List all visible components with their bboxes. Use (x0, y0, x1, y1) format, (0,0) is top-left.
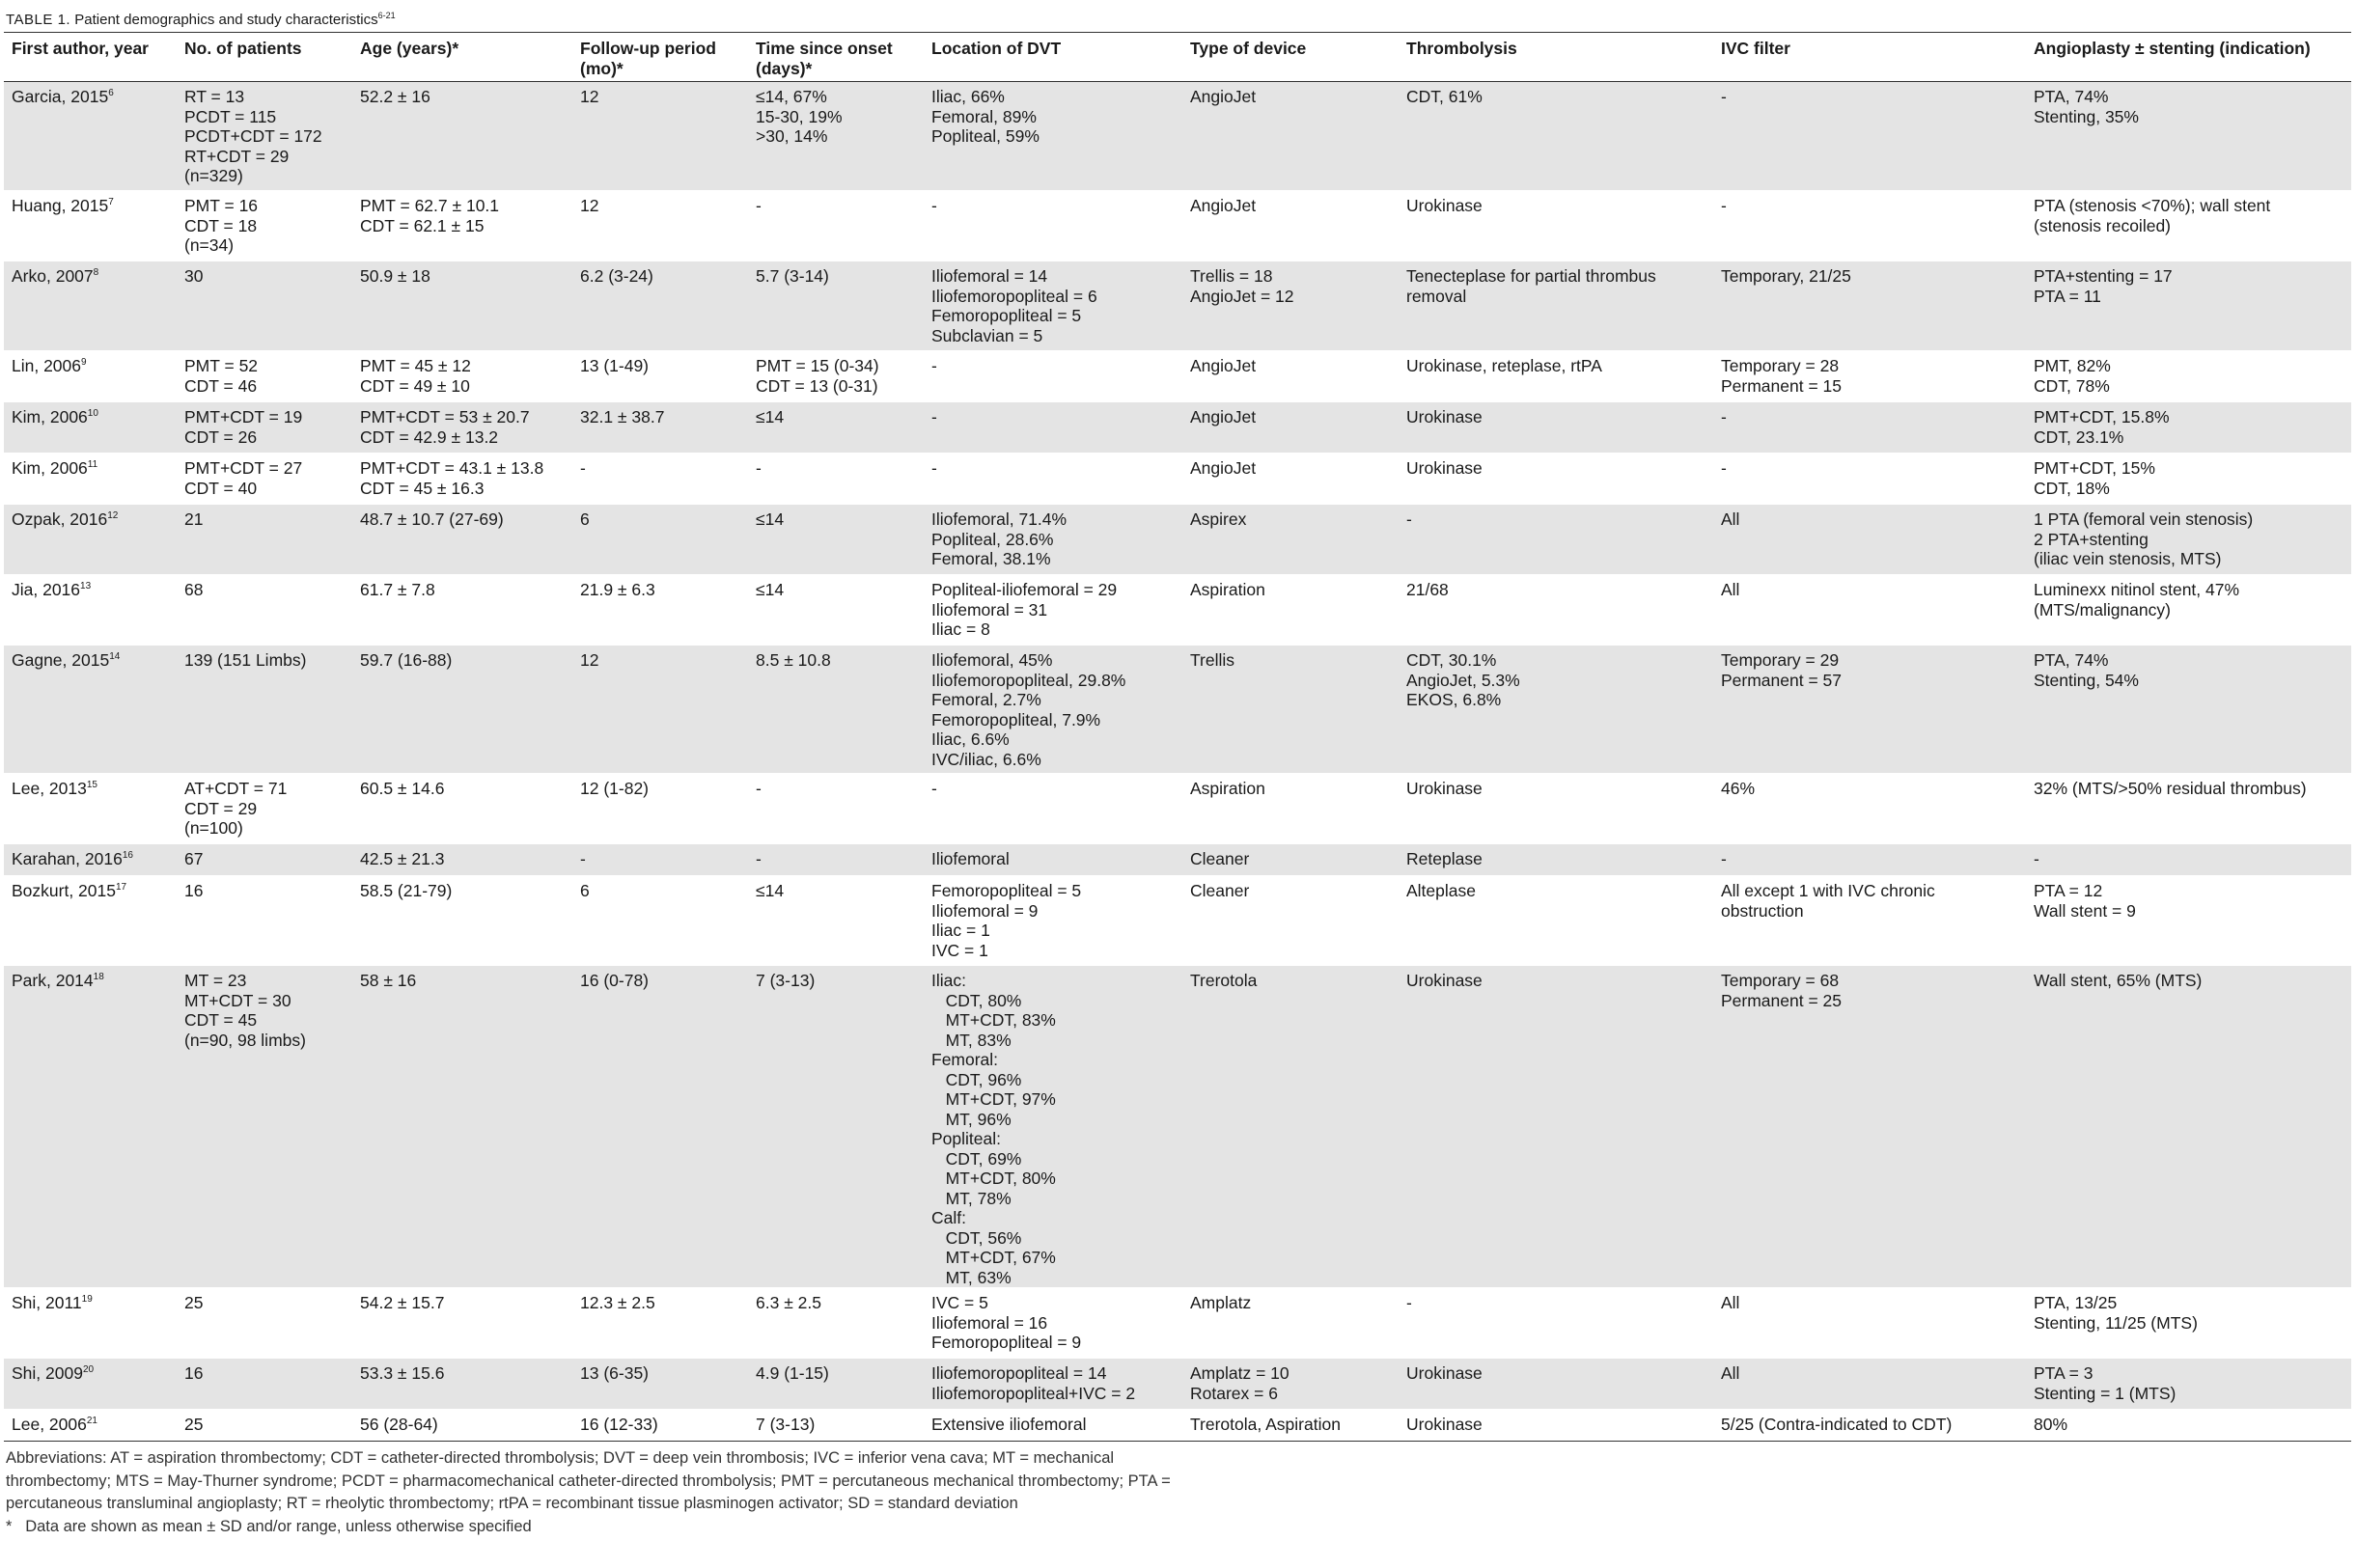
table-row (4, 191, 2351, 261)
author-cell (4, 351, 177, 402)
study-characteristics-table (4, 32, 2351, 1442)
location-cell: Popliteal-iliofemoral = 29 Iliofemoral = 31 Iliac = 8 (924, 575, 1182, 646)
angioplasty-cell: PTA+stenting = 17 PTA = 11 (2026, 261, 2351, 351)
followup-cell: 6 (572, 876, 748, 966)
device-cell: Aspiration (1182, 575, 1399, 646)
followup-cell: 16 (0-78) (572, 966, 748, 1288)
author-name: Huang, 2015 (12, 196, 109, 215)
device-cell: Trerotola (1182, 966, 1399, 1288)
table-row (4, 82, 2351, 191)
onset-cell: 7 (3-13) (748, 1410, 924, 1442)
author-cell (4, 1288, 177, 1359)
location-cell: Iliac, 66% Femoral, 89% Popliteal, 59% (924, 82, 1182, 191)
angioplasty-cell: PTA, 74% Stenting, 54% (2026, 646, 2351, 774)
author-name: Lee, 2006 (12, 1415, 87, 1434)
reference-number: 14 (109, 651, 121, 662)
author-cell (4, 191, 177, 261)
onset-cell: 4.9 (1-15) (748, 1359, 924, 1410)
age-cell: 58.5 (21-79) (352, 876, 572, 966)
author-name: Shi, 2011 (12, 1293, 82, 1312)
thrombolysis-cell: Urokinase (1399, 454, 1713, 505)
patients-cell: 25 (177, 1288, 352, 1359)
thrombolysis-cell: CDT, 30.1% AngioJet, 5.3% EKOS, 6.8% (1399, 646, 1713, 774)
age-cell: 56 (28-64) (352, 1410, 572, 1442)
reference-number: 8 (93, 267, 99, 278)
author-name: Lee, 2013 (12, 779, 87, 798)
author-name: Garcia, 2015 (12, 87, 109, 106)
onset-cell: - (748, 454, 924, 505)
table-row (4, 966, 2351, 1288)
table-title-refs: 6-21 (377, 11, 396, 20)
device-cell: AngioJet (1182, 191, 1399, 261)
reference-number: 12 (107, 510, 119, 521)
age-cell: 61.7 ± 7.8 (352, 575, 572, 646)
onset-cell: - (748, 774, 924, 844)
angioplasty-cell: Luminexx nitinol stent, 47% (MTS/malignancy) (2026, 575, 2351, 646)
age-cell: PMT = 62.7 ± 10.1 CDT = 62.1 ± 15 (352, 191, 572, 261)
device-cell: Cleaner (1182, 876, 1399, 966)
reference-number: 15 (86, 780, 97, 790)
table-row (4, 402, 2351, 454)
author-name: Park, 2014 (12, 971, 94, 990)
onset-cell: 6.3 ± 2.5 (748, 1288, 924, 1359)
ivc-filter-cell: - (1713, 844, 2026, 876)
reference-number: 20 (82, 1364, 95, 1375)
angioplasty-cell: PTA, 13/25 Stenting, 11/25 (MTS) (2026, 1288, 2351, 1359)
author-name: Ozpak, 2016 (12, 509, 108, 529)
patients-cell: 68 (177, 575, 352, 646)
table-row (4, 454, 2351, 505)
author-name: Jia, 2016 (12, 580, 81, 599)
location-cell: Iliofemoropopliteal = 14 Iliofemoropopliteal+IVC = 2 (924, 1359, 1182, 1410)
thrombolysis-cell: - (1399, 505, 1713, 575)
author-name: Kim, 2006 (12, 458, 88, 478)
ivc-filter-cell: Temporary, 21/25 (1713, 261, 2026, 351)
patients-cell: RT = 13 PCDT = 115 PCDT+CDT = 172 RT+CDT = 29 (n=329) (177, 82, 352, 191)
followup-cell: 12 (572, 191, 748, 261)
patients-cell: 139 (151 Limbs) (177, 646, 352, 774)
reference-number: 17 (115, 882, 127, 893)
location-cell: Iliofemoral, 45% Iliofemoropopliteal, 29.8% Femoral, 2.7% Femoropopliteal, 7.9% Iliac, 6.6% IVC/iliac, 6.6% (924, 646, 1182, 774)
col-header-author: First author, year (4, 33, 177, 82)
followup-cell: 21.9 ± 6.3 (572, 575, 748, 646)
followup-cell: 32.1 ± 38.7 (572, 402, 748, 454)
age-cell: 50.9 ± 18 (352, 261, 572, 351)
reference-number: 9 (81, 357, 87, 368)
author-cell (4, 575, 177, 646)
table-body (4, 82, 2351, 1442)
location-cell: Iliofemoral (924, 844, 1182, 876)
device-cell: Aspirex (1182, 505, 1399, 575)
col-header-location: Location of DVT (924, 33, 1182, 82)
location-cell: Iliac: CDT, 80% MT+CDT, 83% MT, 83% Femoral: CDT, 96% MT+CDT, 97% MT, 96% Popliteal: CDT, 69% MT+CDT, 80% MT, 78% Calf: CDT, 56% MT+CDT, 67% MT, 63% (924, 966, 1182, 1288)
followup-cell: 12 (572, 646, 748, 774)
angioplasty-cell: 80% (2026, 1410, 2351, 1442)
thrombolysis-cell: Alteplase (1399, 876, 1713, 966)
ivc-filter-cell: 5/25 (Contra-indicated to CDT) (1713, 1410, 2026, 1442)
table-caption (4, 4, 2351, 32)
author-name: Shi, 2009 (12, 1363, 83, 1383)
patients-cell: AT+CDT = 71 CDT = 29 (n=100) (177, 774, 352, 844)
thrombolysis-cell: Urokinase (1399, 1410, 1713, 1442)
ivc-filter-cell: All (1713, 575, 2026, 646)
location-cell: - (924, 402, 1182, 454)
onset-cell: ≤14 (748, 402, 924, 454)
author-cell (4, 1410, 177, 1442)
age-cell: 42.5 ± 21.3 (352, 844, 572, 876)
col-header-thrombolysis: Thrombolysis (1399, 33, 1713, 82)
thrombolysis-cell: Tenecteplase for partial thrombus removal (1399, 261, 1713, 351)
followup-cell: 16 (12-33) (572, 1410, 748, 1442)
angioplasty-cell: PMT, 82% CDT, 78% (2026, 351, 2351, 402)
device-cell: Cleaner (1182, 844, 1399, 876)
reference-number: 10 (87, 408, 98, 419)
ivc-filter-cell: Temporary = 29 Permanent = 57 (1713, 646, 2026, 774)
col-header-onset: Time since onset (days)* (748, 33, 924, 82)
table-row (4, 505, 2351, 575)
onset-cell: ≤14 (748, 876, 924, 966)
thrombolysis-cell: CDT, 61% (1399, 82, 1713, 191)
col-header-device: Type of device (1182, 33, 1399, 82)
followup-cell: 6.2 (3-24) (572, 261, 748, 351)
reference-number: 16 (122, 850, 133, 861)
ivc-filter-cell: Temporary = 28 Permanent = 15 (1713, 351, 2026, 402)
angioplasty-cell: - (2026, 844, 2351, 876)
author-cell (4, 774, 177, 844)
ivc-filter-cell: - (1713, 454, 2026, 505)
followup-cell: - (572, 844, 748, 876)
author-name: Lin, 2006 (12, 356, 82, 375)
col-header-patients: No. of patients (177, 33, 352, 82)
table-row (4, 774, 2351, 844)
onset-cell: 7 (3-13) (748, 966, 924, 1288)
author-cell (4, 261, 177, 351)
author-name: Karahan, 2016 (12, 849, 123, 868)
thrombolysis-cell: Urokinase (1399, 1359, 1713, 1410)
age-cell: 58 ± 16 (352, 966, 572, 1288)
table-row (4, 1410, 2351, 1442)
author-cell (4, 402, 177, 454)
col-header-followup: Follow-up period (mo)* (572, 33, 748, 82)
ivc-filter-cell: - (1713, 402, 2026, 454)
followup-cell: 13 (6-35) (572, 1359, 748, 1410)
ivc-filter-cell: Temporary = 68 Permanent = 25 (1713, 966, 2026, 1288)
angioplasty-cell: 1 PTA (femoral vein stenosis) 2 PTA+stenting (iliac vein stenosis, MTS) (2026, 505, 2351, 575)
location-cell: Iliofemoral = 14 Iliofemoropopliteal = 6 Femoropopliteal = 5 Subclavian = 5 (924, 261, 1182, 351)
reference-number: 7 (108, 197, 114, 207)
device-cell: AngioJet (1182, 402, 1399, 454)
table-row (4, 844, 2351, 876)
author-name: Kim, 2006 (12, 407, 88, 426)
location-cell: IVC = 5 Iliofemoral = 16 Femoropopliteal = 9 (924, 1288, 1182, 1359)
table-row (4, 575, 2351, 646)
angioplasty-cell: PTA = 12 Wall stent = 9 (2026, 876, 2351, 966)
patients-cell: PMT = 16 CDT = 18 (n=34) (177, 191, 352, 261)
ivc-filter-cell: All (1713, 1288, 2026, 1359)
angioplasty-cell: 32% (MTS/>50% residual thrombus) (2026, 774, 2351, 844)
age-cell: 48.7 ± 10.7 (27-69) (352, 505, 572, 575)
patients-cell: 67 (177, 844, 352, 876)
device-cell: Trerotola, Aspiration (1182, 1410, 1399, 1442)
ivc-filter-cell: All (1713, 1359, 2026, 1410)
thrombolysis-cell: Urokinase (1399, 966, 1713, 1288)
table-page (4, 4, 2351, 1538)
author-name: Arko, 2007 (12, 266, 94, 286)
device-cell: AngioJet (1182, 351, 1399, 402)
author-cell (4, 876, 177, 966)
onset-cell: ≤14 (748, 505, 924, 575)
patients-cell: PMT = 52 CDT = 46 (177, 351, 352, 402)
patients-cell: 16 (177, 876, 352, 966)
device-cell: Aspiration (1182, 774, 1399, 844)
device-cell: Trellis (1182, 646, 1399, 774)
patients-cell: 25 (177, 1410, 352, 1442)
angioplasty-cell: PMT+CDT, 15% CDT, 18% (2026, 454, 2351, 505)
followup-cell: 6 (572, 505, 748, 575)
angioplasty-cell: PMT+CDT, 15.8% CDT, 23.1% (2026, 402, 2351, 454)
location-cell: - (924, 351, 1182, 402)
age-cell: PMT+CDT = 43.1 ± 13.8 CDT = 45 ± 16.3 (352, 454, 572, 505)
col-header-angioplasty: Angioplasty ± stenting (indication) (2026, 33, 2351, 82)
onset-cell: ≤14, 67% 15-30, 19% >30, 14% (748, 82, 924, 191)
table-label: TABLE 1. (6, 12, 71, 28)
author-cell (4, 505, 177, 575)
reference-number: 13 (80, 581, 92, 591)
table-row (4, 876, 2351, 966)
age-cell: 60.5 ± 14.6 (352, 774, 572, 844)
asterisk-note-text: Data are shown as mean ± SD and/or range, unless otherwise specified (25, 1517, 532, 1535)
thrombolysis-cell: - (1399, 1288, 1713, 1359)
table-header-row (4, 33, 2351, 82)
onset-cell: - (748, 191, 924, 261)
device-cell: AngioJet (1182, 82, 1399, 191)
thrombolysis-cell: 21/68 (1399, 575, 1713, 646)
onset-cell: ≤14 (748, 575, 924, 646)
followup-cell: 12.3 ± 2.5 (572, 1288, 748, 1359)
table-row (4, 1359, 2351, 1410)
thrombolysis-cell: Urokinase, reteplase, rtPA (1399, 351, 1713, 402)
followup-cell: - (572, 454, 748, 505)
ivc-filter-cell: - (1713, 191, 2026, 261)
patients-cell: 16 (177, 1359, 352, 1410)
author-name: Gagne, 2015 (12, 650, 110, 670)
table-title: Patient demographics and study characteristics (74, 12, 378, 28)
onset-cell: - (748, 844, 924, 876)
reference-number: 11 (87, 459, 98, 470)
device-cell: AngioJet (1182, 454, 1399, 505)
table-footnotes (4, 1442, 1183, 1538)
followup-cell: 13 (1-49) (572, 351, 748, 402)
patients-cell: 30 (177, 261, 352, 351)
device-cell: Amplatz (1182, 1288, 1399, 1359)
age-cell: 59.7 (16-88) (352, 646, 572, 774)
abbreviations-note: Abbreviations: AT = aspiration thrombectomy; CDT = catheter-directed thrombolysis; DVT = deep vein thrombosis; IVC = inferior vena cava; MT = mechanical thrombectomy; MTS = May-Thurner syndrome; PCDT = pharmacomechanical catheter-directed thrombolysis; PMT = percutaneous mechanical thrombectomy; PTA = percutaneous transluminal angioplasty; RT = rheolytic thrombectomy; rtPA = recombinant tissue plasminogen activator; SD = standard deviation (6, 1449, 1171, 1512)
col-header-age: Age (years)* (352, 33, 572, 82)
patients-cell: PMT+CDT = 19 CDT = 26 (177, 402, 352, 454)
author-cell (4, 1359, 177, 1410)
angioplasty-cell: PTA = 3 Stenting = 1 (MTS) (2026, 1359, 2351, 1410)
reference-number: 21 (86, 1416, 97, 1426)
patients-cell: 21 (177, 505, 352, 575)
location-cell: Extensive iliofemoral (924, 1410, 1182, 1442)
asterisk-note (6, 1516, 1183, 1539)
followup-cell: 12 (1-82) (572, 774, 748, 844)
ivc-filter-cell: All except 1 with IVC chronic obstruction (1713, 876, 2026, 966)
author-cell (4, 844, 177, 876)
age-cell: 53.3 ± 15.6 (352, 1359, 572, 1410)
table-row (4, 351, 2351, 402)
followup-cell: 12 (572, 82, 748, 191)
location-cell: Iliofemoral, 71.4% Popliteal, 28.6% Femoral, 38.1% (924, 505, 1182, 575)
age-cell: 54.2 ± 15.7 (352, 1288, 572, 1359)
thrombolysis-cell: Urokinase (1399, 774, 1713, 844)
age-cell: PMT+CDT = 53 ± 20.7 CDT = 42.9 ± 13.2 (352, 402, 572, 454)
author-cell (4, 646, 177, 774)
device-cell: Amplatz = 10 Rotarex = 6 (1182, 1359, 1399, 1410)
age-cell: PMT = 45 ± 12 CDT = 49 ± 10 (352, 351, 572, 402)
patients-cell: MT = 23 MT+CDT = 30 CDT = 45 (n=90, 98 limbs) (177, 966, 352, 1288)
author-cell (4, 82, 177, 191)
location-cell: - (924, 191, 1182, 261)
location-cell: Femoropopliteal = 5 Iliofemoral = 9 Iliac = 1 IVC = 1 (924, 876, 1182, 966)
asterisk-mark: * (6, 1517, 13, 1535)
thrombolysis-cell: Reteplase (1399, 844, 1713, 876)
ivc-filter-cell: 46% (1713, 774, 2026, 844)
thrombolysis-cell: Urokinase (1399, 402, 1713, 454)
author-name: Bozkurt, 2015 (12, 881, 116, 900)
onset-cell: 8.5 ± 10.8 (748, 646, 924, 774)
onset-cell: PMT = 15 (0-34) CDT = 13 (0-31) (748, 351, 924, 402)
author-cell (4, 454, 177, 505)
ivc-filter-cell: - (1713, 82, 2026, 191)
patients-cell: PMT+CDT = 27 CDT = 40 (177, 454, 352, 505)
thrombolysis-cell: Urokinase (1399, 191, 1713, 261)
device-cell: Trellis = 18 AngioJet = 12 (1182, 261, 1399, 351)
table-row (4, 261, 2351, 351)
angioplasty-cell: PTA (stenosis <70%); wall stent (stenosis recoiled) (2026, 191, 2351, 261)
table-row (4, 646, 2351, 774)
table-row (4, 1288, 2351, 1359)
reference-number: 6 (108, 88, 114, 98)
location-cell: - (924, 774, 1182, 844)
angioplasty-cell: PTA, 74% Stenting, 35% (2026, 82, 2351, 191)
reference-number: 18 (93, 972, 104, 982)
ivc-filter-cell: All (1713, 505, 2026, 575)
col-header-ivc-filter: IVC filter (1713, 33, 2026, 82)
angioplasty-cell: Wall stent, 65% (MTS) (2026, 966, 2351, 1288)
age-cell: 52.2 ± 16 (352, 82, 572, 191)
location-cell: - (924, 454, 1182, 505)
onset-cell: 5.7 (3-14) (748, 261, 924, 351)
reference-number: 19 (81, 1294, 93, 1305)
author-cell (4, 966, 177, 1288)
